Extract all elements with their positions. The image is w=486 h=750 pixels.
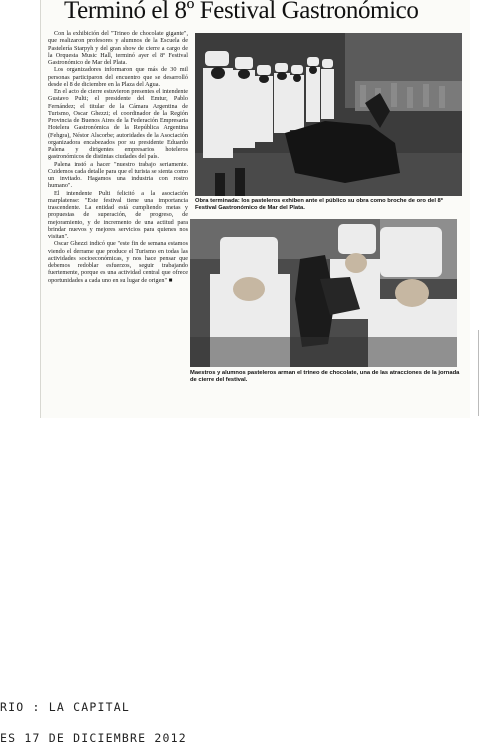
photo-chefs-assembling-sleigh [190,219,457,367]
article-paragraph: En el acto de cierre estuvieron presentes el intendente Gustavo Pulti; el presidente del Emtur, Pablo Fernández; el titular de la Cámara Argentina de Turismo, Oscar Ghezzi; el coordinador de la Región Provincia de Buenos Aires de la Federación Empresaria Hotelera Gastronómica de la República Argentina (Fehgra), Néstor Alscorbe; autoridades de la Asociación organizadora encabezados por su presidente Eduardo Palena y dirigentes empresarios hoteleros gastronómicos de distintas ciudades del país. [48,88,188,161]
photo-chefs-exhibition [195,33,462,196]
article-paragraph: El intendente Pulti felicitó a la asociación marplatense: "Este festival tiene una importancia trascendente. La entidad está cumpliendo metas y propuestas de superación, de progreso, de mejoramiento, y de incremento de una actitud para brindar nuevos y mejores servicios para quienes nos visitan". [48,189,188,240]
handwritten-date: ES 17 DE DICIEMBRE 2012 [0,731,187,745]
photo-caption-2: Maestros y alumnos pasteleros arman el trineo de chocolate, una de las atracciones de la jornada de cierre del festival. [190,370,460,383]
article-headline: Terminó el 8º Festival Gastronómico [64,0,419,24]
article-paragraph: Los organizadores informaron que más de 30 mil personas participaron del encuentro que se desarrolló desde el 8 de diciembre en la Plaza del Agua. [48,66,188,88]
article-paragraph: Con la exhibición del "Trineo de chocolate gigante", que realizaron profesores y alumnos de la Escuela de Pastelería Starpyh y del gran show de cierre a cargo de la Orquesta Music Hall, terminó ayer el 8º Festival Gastronómico de Mar del Plata. [48,30,188,66]
handwritten-source: RIO : LA CAPITAL [0,700,130,714]
article-body [48,30,188,382]
clipping-edge [40,0,41,418]
photo-caption-1: Obra terminada: los pasteleros exhiben ante el público su obra como broche de oro del 8º Festival Gastronómico de Mar del Plata. [195,198,443,211]
margin-line [478,330,479,416]
article-paragraph: Oscar Ghezzi indicó que "este fin de semana estamos viendo el derrame que produce el Turismo en todas las actividades socioeconómicas, y nos hace pensar que debemos redoblar esfuerzos, seguir trabajando fuertemente, porque es una actividad central que ofrece oportunidades a cada uno en su lugar de origen" ■ [48,240,188,284]
article-paragraph: Palena instó a hacer "nuestro trabajo seriamente. Cuidemos cada detalle para que el turista se sienta como un invitado. Hagamos una industria con rostro humano". [48,160,188,190]
